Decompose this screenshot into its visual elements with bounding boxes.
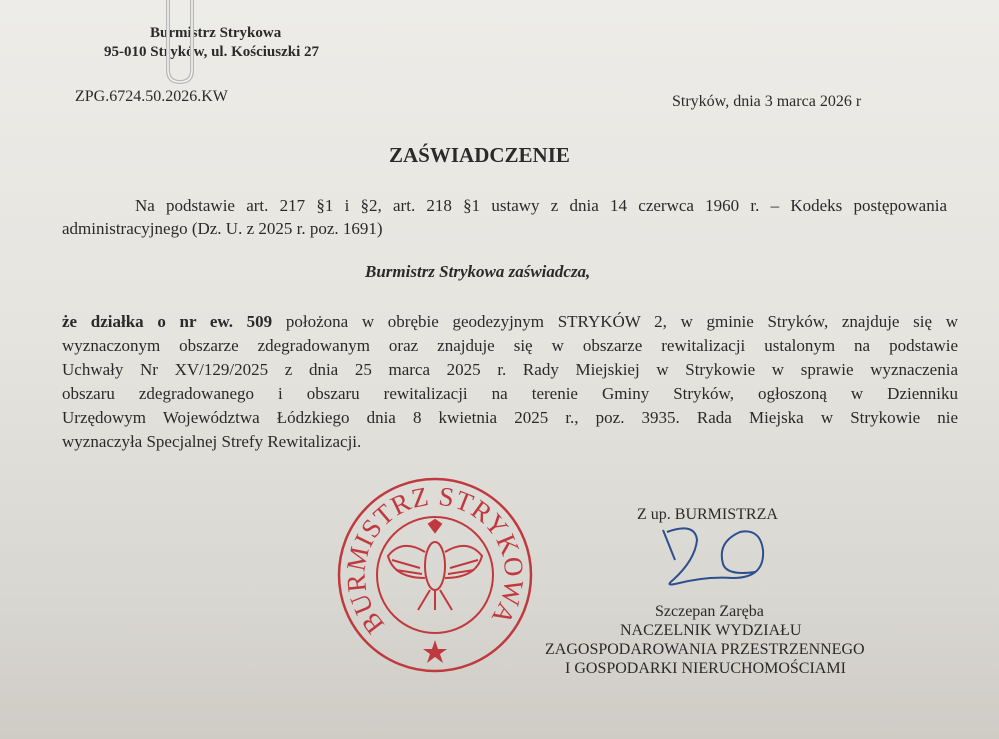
stamp-text: BURMISTRZ STRYKOWA [340,480,530,640]
star-icon [423,640,447,663]
legal-basis-line-1: Na podstawie art. 217 §1 i §2, art. 218 §1 ustawy z dnia 14 czerwca 1960 r. – Kodeks postępowania [135,196,947,215]
office-address: 95-010 Stryków, ul. Kościuszki 27 [104,44,320,60]
body-line-4: obszaru zdegradowanego i obszaru rewitalizacji na terenie Gminy Stryków, ogłoszoną w Dzienniku [62,384,958,403]
handwritten-signature [645,520,775,600]
signatory-title-3: I GOSPODARKI NIERUCHOMOŚCIAMI [565,660,846,677]
signature-authority: Z up. BURMISTRZA [637,506,778,523]
paperclip-icon [148,0,208,90]
body-line-1 [62,312,958,332]
stamp-inner-ring [377,517,493,633]
legal-basis-line-2: administracyjnego (Dz. U. z 2025 r. poz. 1691) [62,219,383,238]
body-line-3: Uchwały Nr XV/129/2025 z dnia 25 marca 2025 r. Rady Miejskiej w Strykowie w sprawie wyznaczenia [62,360,958,379]
reference-number: ZPG.6724.50.2026.KW [75,88,228,105]
certifies-heading: Burmistrz Strykowa zaświadcza, [365,262,591,281]
official-stamp [330,470,540,680]
body-line-2: wyznaczonym obszarze zdegradowanym oraz znajduje się w obszarze rewitalizacji ustalonym na podstawie [62,336,958,355]
eagle-emblem-icon [388,520,482,610]
document-title: ZAŚWIADCZENIE [389,143,570,167]
body-line-5: Urzędowym Województwa Łódzkiego dnia 8 kwietnia 2025 r., poz. 3935. Rada Miejska w Strykowie nie [62,408,958,427]
parcel-number: że działka o nr ew. 509 [62,312,273,331]
place-date: Stryków, dnia 3 marca 2026 r [672,93,862,110]
body-line-6: wyznaczyła Specjalnej Strefy Rewitalizacji. [62,432,362,451]
signatory-title-2: ZAGOSPODAROWANIA PRZESTRZENNEGO [545,641,865,658]
office-name: Burmistrz Strykowa [150,25,282,41]
body-line-1-text: położona w obrębie geodezyjnym STRYKÓW 2, w gminie Stryków, znajduje się w [272,312,958,331]
signatory-name: Szczepan Zaręba [655,603,764,620]
signatory-title-1: NACZELNIK WYDZIAŁU [620,622,802,639]
